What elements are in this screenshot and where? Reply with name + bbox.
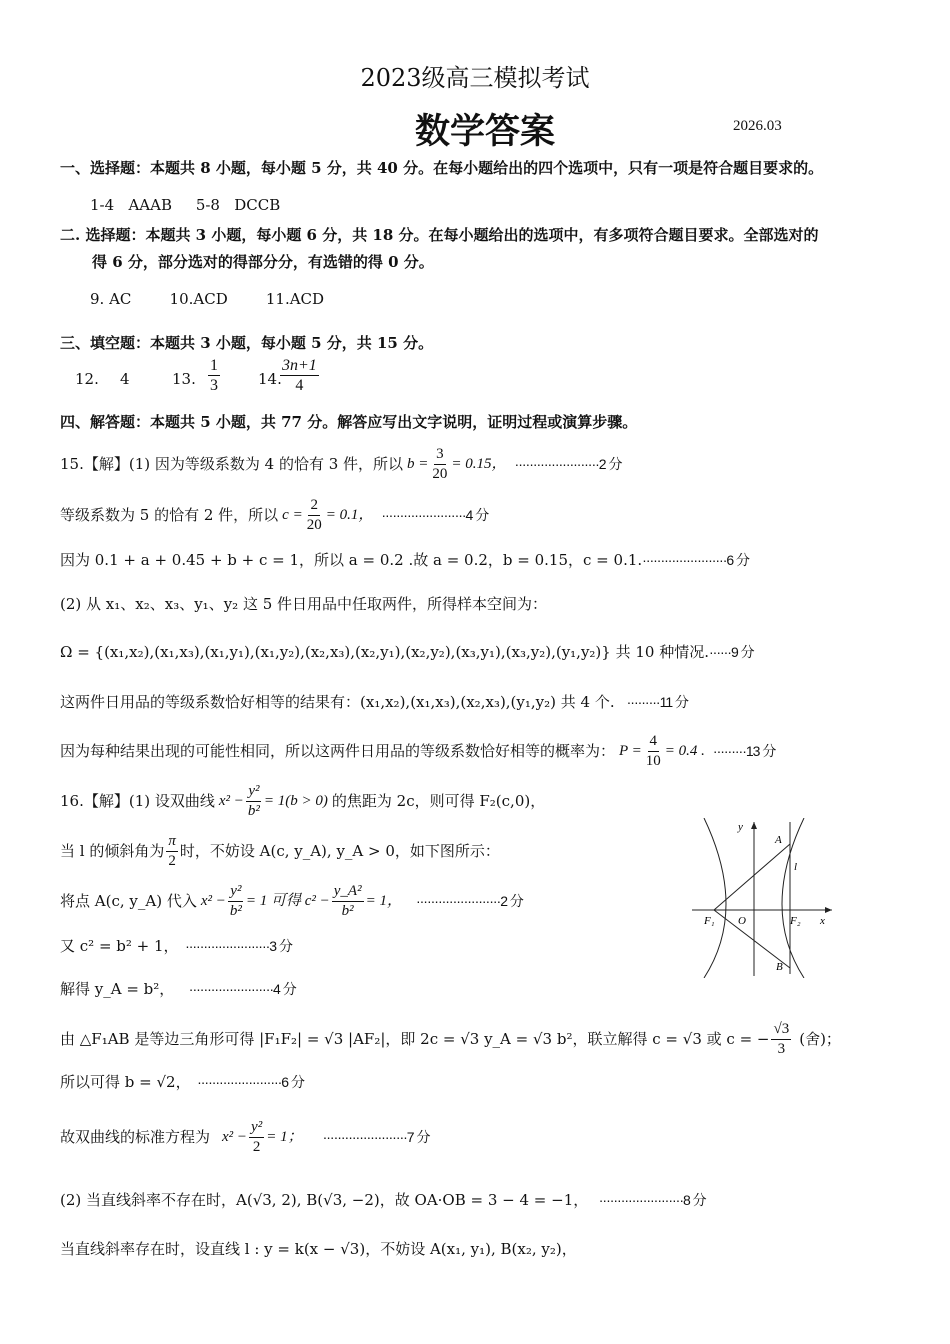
- q16-l5-score: ·······················4 分: [188, 981, 296, 997]
- q13-fraction: [206, 356, 222, 395]
- q15-l2-b: c =: [282, 507, 303, 523]
- q15-l2-num: 2: [308, 496, 320, 516]
- q16-l6-text-b: (舍)；: [799, 1030, 841, 1048]
- q15-l2-den: 20: [306, 516, 322, 533]
- q16-line2: [60, 828, 500, 874]
- q16-l3-den1: b²: [229, 902, 242, 919]
- q16-l1-den: b²: [247, 802, 260, 819]
- q16-l6-text: 由 △F₁AB 是等边三角形可得 |F₁F₂| = √3 |AF₂|，即 2c = √3 y_A = √3 b²，联立解得 c = √3 或 c = −: [60, 1030, 770, 1048]
- q16-l1-eq-b: = 1(b > 0): [263, 793, 328, 809]
- label-l: l: [794, 861, 798, 873]
- q15-l7-den: 10: [645, 752, 661, 769]
- q16-l9-text: (2) 当直线斜率不存在时，A(√3, 2), B(√3, −2)，故 OA·OB = 3 − 4 = −1，: [60, 1191, 581, 1209]
- segment-f1b: [714, 910, 790, 968]
- q16-l6-den: 3: [777, 1040, 786, 1057]
- q15-l2-c: = 0.1，: [325, 507, 374, 523]
- q16-l9-score: ·······················8 分: [598, 1192, 706, 1208]
- section2-heading-line1: 二. 选择题：本题共 3 小题，每小题 6 分，共 18 分。在每小题给出的选项中，有多项符合题目要求。全部选对的: [60, 226, 819, 244]
- label-b: B: [776, 961, 783, 973]
- q15-l1-score: ·······················2 分: [514, 456, 622, 472]
- label-f2: F₂: [790, 915, 801, 927]
- q16-line4: [60, 935, 292, 957]
- q16-line7: [60, 1071, 304, 1093]
- q16-l3-score: ·······················2 分: [415, 893, 523, 909]
- exam-date: 2026.03: [733, 118, 782, 134]
- q16-l7-text: 所以可得 b = √2，: [60, 1073, 184, 1091]
- q16-line10: 当直线斜率存在时，设直线 l : y = k(x − √3)，不妨设 A(x₁, y₁), B(x₂, y₂)，: [60, 1240, 577, 1258]
- q15-l1-den: 20: [432, 465, 448, 482]
- q16-l8-text: 故双曲线的标准方程为: [60, 1128, 211, 1146]
- q16-line9: [60, 1189, 706, 1211]
- q15-l1-c: = 0.15，: [451, 456, 507, 472]
- q15-l6-score: ·········11 分: [626, 694, 689, 710]
- q16-l4-score: ·······················3 分: [185, 938, 292, 954]
- q15-l7-score: ·········13 分: [712, 743, 776, 759]
- q16-l3-text: 将点 A(c, y_A) 代入: [60, 892, 197, 910]
- q16-l2-den: 2: [168, 852, 176, 869]
- section2-heading-line2: 得 6 分，部分选对的得部分分，有选错的得 0 分。: [92, 253, 434, 271]
- q16-l4-text: 又 c² = b² + 1，: [60, 937, 172, 955]
- label-x: x: [820, 915, 825, 927]
- label-o: O: [738, 915, 746, 927]
- subject-title: 数学答案: [414, 111, 555, 152]
- q16-line8: [60, 1114, 429, 1160]
- q16-l7-score: ·······················6 分: [197, 1074, 304, 1090]
- q16-l8-eq-a: x² −: [222, 1129, 248, 1145]
- q16-l1-text: 16.【解】(1) 设双曲线: [60, 792, 215, 810]
- q16-l3-eq-a: x² −: [200, 893, 226, 909]
- q13-denominator: 3: [210, 377, 218, 394]
- q15-l6-text: 这两件日用品的等级系数恰好相等的结果有：(x₁,x₂),(x₁,x₃),(x₂,x₃),(y₁,y₂) 共 4 个.: [60, 693, 615, 711]
- q16-l3-num1: y²: [228, 882, 243, 902]
- q14-denominator: 4: [295, 377, 304, 394]
- q16-l8-eq-b: = 1；: [266, 1129, 303, 1145]
- q16-l5-text: 解得 y_A = b²，: [60, 980, 167, 998]
- q15-l3-score: ·······················6 分: [642, 552, 750, 568]
- y-axis-arrow: [751, 822, 757, 829]
- q16-l2-text: 当 l 的倾斜角为: [60, 842, 165, 860]
- q16-l1-eq-a: x² −: [218, 793, 244, 809]
- x-axis-arrow: [825, 907, 832, 913]
- q15-line7: [60, 728, 775, 774]
- q16-l2-num: π: [166, 832, 178, 852]
- q16-l8-den: 2: [252, 1138, 261, 1155]
- section4-heading: 四、解答题：本题共 5 小题，共 77 分。解答应写出文字说明，证明过程或演算步骤。: [60, 413, 638, 431]
- q16-line1: [60, 778, 545, 824]
- q16-l6-num: √3: [771, 1020, 791, 1040]
- q15-line1: [60, 441, 621, 487]
- segment-f1a: [714, 844, 790, 910]
- label-y: y: [738, 821, 743, 833]
- q15-l1-num: 3: [434, 445, 446, 465]
- hyperbola-figure: [692, 818, 842, 978]
- q15-line3: [60, 549, 749, 571]
- q16-line3: [60, 878, 523, 924]
- section2-answers: 9. AC 10.ACD 11.ACD: [90, 290, 325, 308]
- q12-answer: 4: [120, 370, 130, 388]
- section3-heading: 三、填空题：本题共 3 小题，每小题 5 分，共 15 分。: [60, 334, 434, 352]
- q16-l1-text-b: 的焦距为 2c，则可得 F₂(c,0)，: [331, 792, 546, 810]
- q15-line6: [60, 691, 688, 713]
- section1-answers: 1-4 AAAB 5-8 DCCB: [90, 196, 281, 214]
- q15-l2-text: 等级系数为 5 的恰有 2 件，所以: [60, 506, 279, 524]
- q16-l1-num: y²: [246, 782, 261, 802]
- q14-numerator: 3n+1: [282, 357, 317, 374]
- q16-l2-text-b: 时，不妨设 A(c, y_A), y_A > 0，如下图所示：: [179, 842, 500, 860]
- q15-l1-text: 15.【解】(1) 因为等级系数为 4 的恰有 3 件，所以: [60, 455, 404, 473]
- q15-l2-score: ·······················4 分: [381, 507, 489, 523]
- q15-l7-text: 因为每种结果出现的可能性相同，所以这两件日用品的等级系数恰好相等的概率为：: [60, 742, 616, 760]
- q16-l8-num: y²: [249, 1118, 264, 1138]
- q16-line6: [60, 1016, 841, 1062]
- q16-l8-score: ·······················7 分: [322, 1129, 430, 1145]
- label-f1: F₁: [704, 915, 715, 927]
- q15-line5: [60, 641, 754, 663]
- q15-l5-score: ······9 分: [709, 644, 754, 660]
- q15-l1-b: b =: [407, 456, 429, 472]
- q15-l7-num: 4: [648, 732, 660, 752]
- q15-l7-b: P =: [619, 743, 642, 759]
- hyperbola-left-branch: [704, 818, 726, 978]
- hyperbola-right-branch: [782, 818, 804, 978]
- q15-line4: (2) 从 x₁、x₂、x₃、y₁、y₂ 这 5 件日用品中任取两件，所得样本空间为：: [60, 595, 548, 613]
- q14-fraction: [278, 356, 321, 395]
- q15-l7-c: = 0.4 .: [664, 743, 705, 759]
- exam-title: 2023级高三模拟考试: [360, 64, 590, 92]
- q16-l3-eq-c: = 1，: [365, 893, 402, 909]
- q15-line2: [60, 492, 488, 538]
- q15-l3-text: 因为 0.1 + a + 0.45 + b + c = 1，所以 a = 0.2 .故 a = 0.2，b = 0.15，c = 0.1.: [60, 551, 643, 569]
- q16-l3-den2: b²: [341, 902, 354, 919]
- q16-l3-eq-b: = 1 可得 c² −: [245, 893, 330, 909]
- q13-numerator: 1: [210, 357, 218, 374]
- q13-label: 13.: [172, 370, 196, 388]
- q15-l5-text: Ω = {(x₁,x₂),(x₁,x₃),(x₁,y₁),(x₁,y₂),(x₂,x₃),(x₂,y₁),(x₂,y₂),(x₃,y₁),(x₃,y₂),(y₁,y₂)} 共 10 种情况.: [60, 643, 709, 661]
- q14-label: 14.: [258, 370, 282, 388]
- label-a: A: [775, 834, 782, 846]
- q12-label: 12.: [75, 370, 99, 388]
- q16-l3-num2: y_A²: [332, 882, 364, 902]
- section1-heading: 一、选择题：本题共 8 小题，每小题 5 分，共 40 分。在每小题给出的四个选项中，只有一项是符合题目要求的。: [60, 159, 824, 177]
- q16-line5: [60, 978, 296, 1000]
